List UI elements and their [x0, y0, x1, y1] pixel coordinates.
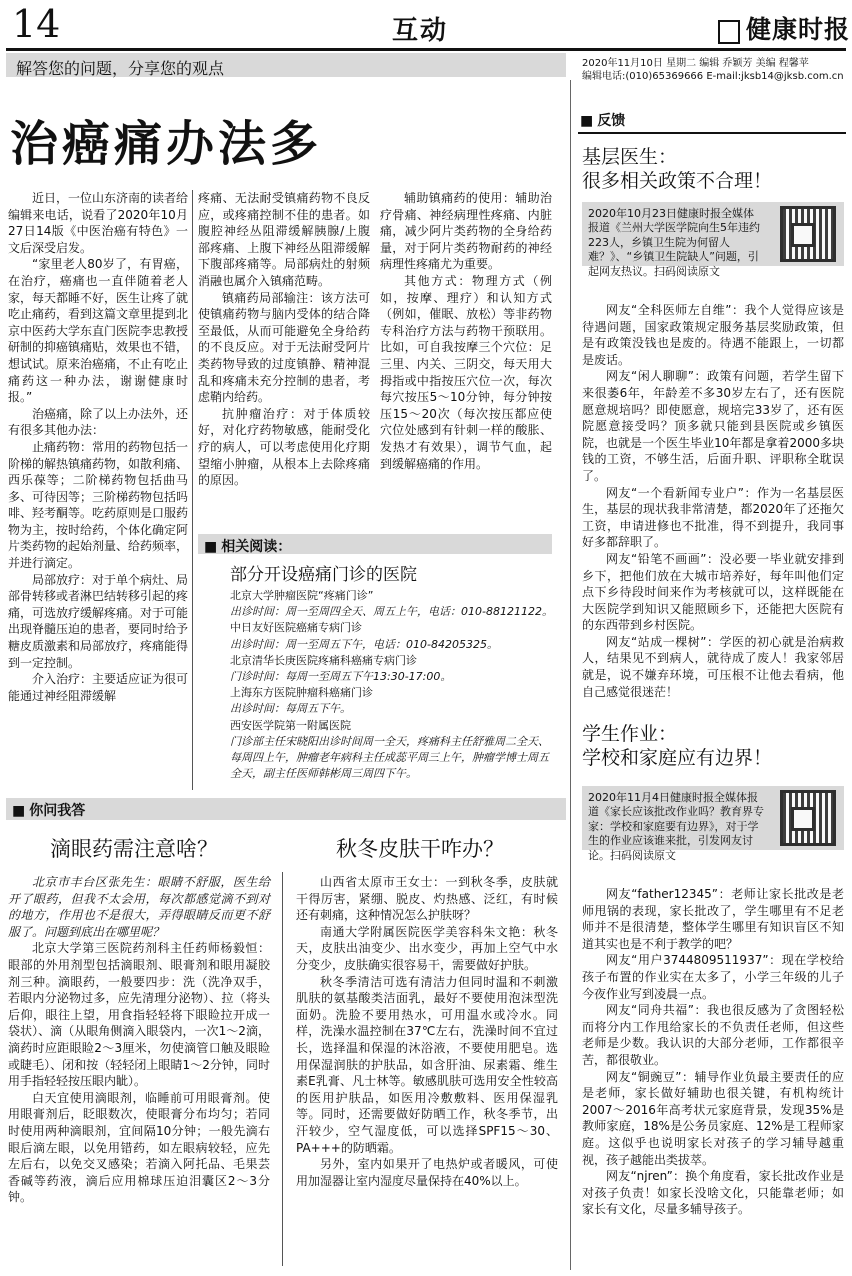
article-column-2: [198, 190, 370, 489]
comment: 网友“铜豌豆”：辅导作业负最主要责任的应是老师，家长做好辅助也很关键，有机构统计2007～2016年高考状元家庭背景，发现35%是教师家庭，18%是公务员家庭、12%是工程师家庭。这似乎也说明家长对孩子的学习辅导越重视，孩子越能出类拔萃。: [582, 1069, 844, 1167]
answer: 南通大学附属医院医学美容科朱文艳：秋冬天，皮肤出油变少、出水变少，再加上空气中水分变少，皮肤确实很容易干，需要做好护肤。: [296, 924, 558, 972]
answer: 北京大学第三医院药剂科主任药师杨毅恒：眼部的外用剂型包括滴眼剂、眼膏剂和眼用凝胶剂三种。滴眼药，一般要四步：洗（洗净双手，若眼内分泌物过多，应先清理分泌物）、拉（将头后仰，眼往上望，用食指轻轻将下眼睑拉开成一袋状）、滴（从眼角侧滴入眼袋内，一次1～2滴，滴药时应距眼睑2～3厘米，勿使滴管口触及眼睑或睫毛）、闭和按（轻轻闭上眼睛1～2分钟，同时用手指轻轻按压眼内眦）。: [8, 941, 270, 1089]
clinic-hours: 门诊部主任宋晓阳出诊时间周一全天，疼痛科主任舒雅周二全天、每周四上午，肿瘤老年病科主任成蕊平周三上午，肿瘤学博士周五全天，副主任医师韩彬周三周四下午。: [230, 734, 549, 781]
clinic-hours: 门诊时间：每周一至周五下午13:30-17:00。: [230, 670, 452, 684]
column-divider: [282, 872, 283, 1266]
qa-section-bar: [6, 798, 566, 820]
title-line: 基层医生：: [582, 146, 678, 168]
feedback-comments-homework: [582, 886, 844, 1218]
paragraph: 止痛药物：常用的药物包括一阶梯的解热镇痛药物，如散利痛、西乐葆等；二阶梯药物包括曲马多、可待因等；三阶梯药物包括吗啡、羟考酮等。吃药原则是口服药物为主，按时给药，个体化确定阿片类药物的起始剂量、给药频率，并进行滴定。: [8, 439, 189, 571]
notice-text: 2020年10月23日健康时报全媒体报道《兰州大学医学院向生5年违约223人，乡镇卫生院为何留人难？》、“乡镇卫生院缺人”问题，引起网友热议。扫码阅读原文: [588, 207, 760, 278]
title-line: 学生作业：: [582, 723, 678, 745]
qr-code-icon[interactable]: [780, 790, 836, 846]
notice-text: 2020年11月4日健康时报全媒体报道《家长应该批改作业吗？教育界专家：学校和家庭要有边界》，对于学生的作业应该谁来批，引发网友讨论。扫码阅读原文: [588, 791, 764, 862]
right-column-divider: [570, 80, 571, 1270]
comment: 网友“father12345”：老师让家长批改是老师甩锅的表现，家长批改了，学生哪里有不足老师并不是很清楚，整体学生哪里有知识盲区不知道其实也是不利于教学的吧？: [582, 887, 844, 951]
qa-title-eye-drops: 滴眼药需注意啥？: [50, 837, 218, 861]
comment: 网友“同舟共福”：我也很反感为了贪图轻松而将分内工作甩给家长的不负责任老师，但这些老师是少数。我认识的大部分老师，工作都很辛苦，都很敬业。: [582, 1003, 844, 1067]
comment: 网友“一个看新闻专业户”：作为一名基层医生，基层的现状我非常清楚，都2020年了还拖欠工资，申请进修也不批准，得不到提升，我同事好多都辞职了。: [582, 485, 844, 550]
hospital-name: 中日友好医院癌痛专病门诊: [230, 621, 362, 635]
hospital-name: 北京清华长庚医院疼痛科癌痛专病门诊: [230, 653, 417, 667]
section-title: 互动: [392, 16, 449, 46]
hospital-name: 上海东方医院肿瘤科癌痛门诊: [230, 686, 373, 700]
hospital-name: 西安医学院第一附属医院: [230, 718, 351, 732]
notice-box-doctors: [582, 202, 844, 278]
paragraph: 其他方式：物理方式（例如，按摩、理疗）和认知方式（例如，催眠、放松）等非药物专科治疗方法与药物干预联用。比如，可自我按摩三个穴位：足三里、内关、三阴交，每天用大拇指或中指按压穴位一次，每次每穴按压5～10分钟，每分钟按压15～20次（每次按压都应使穴位处感到有针刺一样的酸胀、发热才有效果），调节气血，起到缓解癌痛的作用。: [380, 273, 552, 471]
tagline: 解答您的问题，分享您的观点: [16, 59, 225, 78]
paragraph: “家里老人80岁了，有胃癌，在治疗，癌痛也一直伴随着老人家，每天都睡不好，医生让疼了就吃止痛药，看到这篇文章里提到北京中医药大学东直门医院李忠教授研制的抑癌镇痛贴，效果也不错，想试试。原来治癌痛，不止有吃止痛药这一种办法，谢谢健康时报。”: [8, 257, 189, 405]
qa-dry-skin-body: [296, 874, 558, 1189]
comment: 网友“站成一棵树”：学医的初心就是治病救人，结果见不到病人，就待成了废人！我家邻居就是，说不嫌弃环境，可压根不让他去看病，他自己感觉很迷茫！: [582, 634, 844, 699]
header-rule: [6, 48, 846, 51]
comment: 网友“用户3744809511937”：现在学校给孩子布置的作业实在太多了，小学三年级的儿子今夜作业写到凌晨一点。: [582, 953, 844, 1001]
related-reading-label: ■ 相关阅读：: [204, 536, 291, 556]
clinic-hours: 出诊时间：周一至周四全天、周五上午，电话：010-88121122。: [230, 605, 553, 619]
editor-contact: 编辑电话:(010)65369666 E-mail:jksb14@jksb.com.cn: [582, 71, 844, 82]
article-column-3: [380, 190, 552, 472]
question: 北京市丰台区张先生：眼睛不舒服，医生给开了眼药，但我不太会用，每次都感觉滴不到对的地方，作用也不是很大，弄得眼睛反而更不舒服了。问题到底出在哪里呢？: [8, 875, 270, 939]
logo-icon: [718, 20, 740, 44]
hospital-list: [230, 588, 553, 782]
page-number: 14: [12, 2, 61, 46]
paragraph: 抗肿瘤治疗：对于体质较好，对化疗药物敏感，能耐受化疗的病人，可以考虑使用化疗期望缩小肿瘤，从根本上去除疼痛的原因。: [198, 406, 370, 488]
article-headline: 治癌痛办法多: [10, 116, 323, 172]
title-line: 很多相关政策不合理！: [582, 170, 773, 192]
paragraph: 治癌痛，除了以上办法外，还有很多其他办法：: [8, 406, 189, 438]
feedback-label: ■ 反馈: [580, 110, 625, 130]
clinic-hours: 出诊时间：周一至周五下午，电话：010-84205325。: [230, 637, 498, 651]
column-divider: [192, 190, 193, 790]
qa-eye-drops-body: [8, 874, 270, 1206]
paragraph: 辅助镇痛药的使用：辅助治疗骨痛、神经病理性疼痛、内脏痛，减少阿片类药物的全身给药量，对于阿片类药物耐药的神经病理性疼痛尤为重要。: [380, 191, 552, 272]
answer: 秋冬季清洁可选有清洁力但同时温和不刺激肌肤的氨基酸类洁面乳，最好不要使用泡沫型洗面奶。洗脸不要用热水，可用温水或冷水。同样，洗澡水温控制在37℃左右，洗澡时间不宜过长，选择温和保湿的沐浴液，不要使用肥皂。选用保湿润肤的护肤品，如含肝油、尿素霜、维生素E乳膏、凡士林等。敏感肌肤可选用安全性较高的医用护肤品，如医用冷敷敷料、医用保湿乳等。同时，还需要做好防晒工作，秋冬季节，出汗较少，空气湿度低，可以选择SPF15～30、PA+++的防晒霜。: [296, 974, 558, 1155]
paragraph: 镇痛药局部输注：该方法可使镇痛药物与脑内受体的结合降至最低，从而可能避免全身给药的不良反应。对于无法耐受阿片类药物导致的过度镇静、精神混乱和疼痛未充分控制的患者，考虑鞘内给药。: [198, 290, 370, 405]
feedback-title-homework: [582, 722, 772, 770]
paragraph: 疼痛、无法耐受镇痛药物不良反应，或疼痛控制不佳的患者。如腹腔神经丛阻滞缓解胰腺/上腹部疼痛、上腹下神经丛阻滞缓解下腹部疼痛等。局部病灶的射频消融也属介入镇痛范畴。: [198, 191, 370, 288]
title-line: 学校和家庭应有边界！: [582, 747, 773, 769]
qa-section-label: ■ 你问我答: [12, 800, 85, 820]
paragraph: 近日，一位山东济南的读者给编辑来电话，说看了2020年10月27日14版《中医治癌有特色》一文后深受启发。: [8, 191, 189, 255]
notice-box-homework: [582, 786, 844, 862]
comment: 网友“全科医师左自维”：我个人觉得应该是待遇问题，国家政策规定服务基层奖励政策，但是有政策没钱也是废的。待遇不能跟上，一切都是废话。: [582, 303, 844, 367]
paragraph: 局部放疗：对于单个病灶、局部骨转移或者淋巴结转移引起的疼痛，可选放疗缓解疼痛。对于可能出现脊髓压迫的患者，要同时给予糖皮质激素和局部放疗，疼痛能得到一定控制。: [8, 572, 189, 670]
hospital-name: 北京大学肿瘤医院“疼痛门诊”: [230, 589, 374, 602]
comment: 网友“njren”：换个角度看，家长批改作业是对孩子负责！如家长没啥文化，只能靠老师；如家长有文化，尽量多辅导孩子。: [582, 1169, 844, 1217]
qr-code-icon[interactable]: [780, 206, 836, 262]
related-reading-title: 部分开设癌痛门诊的医院: [230, 565, 417, 585]
comment: 网友“闲人聊聊”：政策有问题，若学生留下来很萎6年，年龄差不多30岁左右了，还有医院愿意规培吗？即使愿意，规培完33岁了，还有医院愿意接受吗？顶多就只能到县医院或乡镇医院，也就是一个医生毕业10年都是拿着2000多块钱的工资，不够生活，后面升职、评职称全耽误了。: [582, 369, 844, 483]
article-column-1: [8, 190, 188, 704]
feedback-comments-doctors: [582, 302, 844, 700]
newspaper-logo: [718, 10, 850, 46]
clinic-hours: 出诊时间：每周五下午。: [230, 702, 351, 716]
logo-text: 健康时报: [746, 15, 851, 44]
qr-finder-icon: [791, 807, 815, 831]
comment: 网友“铅笔不画画”：没必要一毕业就安排到乡下，把他们放在大城市培养好，每年叫他们定点下乡待段时间来作为考核就可以，这样既能在大医院学到知识又能照顾乡下，还能把大医院有的东西带到乡村医院。: [582, 551, 844, 633]
answer: 另外，室内如果开了电热炉或者暖风，可使用加湿器让室内湿度尽量保持在40%以上。: [296, 1157, 558, 1188]
qa-title-dry-skin: 秋冬皮肤干咋办？: [336, 837, 504, 861]
issue-info: 2020年11月10日 星期二 编辑 乔颖芳 美编 程馨苹: [582, 58, 809, 69]
paragraph: 介入治疗：主要适应证为很可能通过神经阻滞缓解: [8, 672, 189, 703]
question: 山西省太原市王女士：一到秋冬季，皮肤就干得厉害，紧绷、脱皮、灼热感、泛红，有时候还有刺痛，这种情况怎么护肤呀？: [296, 875, 558, 923]
answer: 白天宜使用滴眼剂，临睡前可用眼膏剂。使用眼膏剂后，眨眼数次，使眼膏分布均匀；若同时使用两种滴眼剂，宜间隔10分钟；一般先滴右眼后滴左眼，以免用错药，如左眼病较轻，应先左后右，以免交叉感染；若滴入阿托品、毛果芸香碱等药液，滴后应用棉球压迫泪囊区2～3分钟。: [8, 1090, 270, 1205]
feedback-rule: [578, 132, 846, 134]
feedback-title-doctors: [582, 145, 772, 193]
qr-finder-icon: [791, 223, 815, 247]
